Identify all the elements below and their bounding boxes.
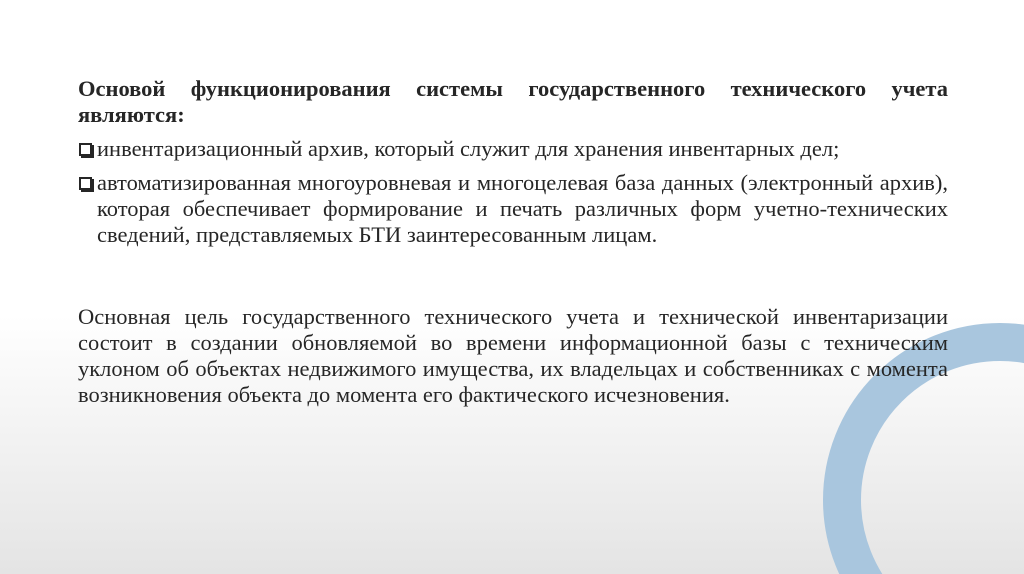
checkbox-bullet-icon (79, 143, 92, 156)
bullet-item-database (78, 170, 948, 248)
intro-heading: Основой функционирования системы государственного технического учета являются: (78, 76, 948, 127)
slide-content (78, 76, 948, 431)
bullet-text: автоматизированная многоуровневая и многоцелевая база данных (электронный архив), которая обеспечивает формирование и печать различных форм учетно-технических сведений, представляемых БТИ заинтересованным лицам. (97, 170, 948, 247)
goal-paragraph: Основная цель государственного технического учета и технической инвентаризации состоит в создании обновляемой во времени информационной базы с техническим уклоном об объектах недвижимого имущества, их владельцах и собственниках с момента возникновения объекта до момента его фактического исчезновения. (78, 304, 948, 407)
bullet-text: инвентаризационный архив, который служит для хранения инвентарных дел; (97, 136, 840, 161)
checkbox-bullet-icon (79, 177, 92, 190)
bullet-item-archive (78, 136, 948, 162)
